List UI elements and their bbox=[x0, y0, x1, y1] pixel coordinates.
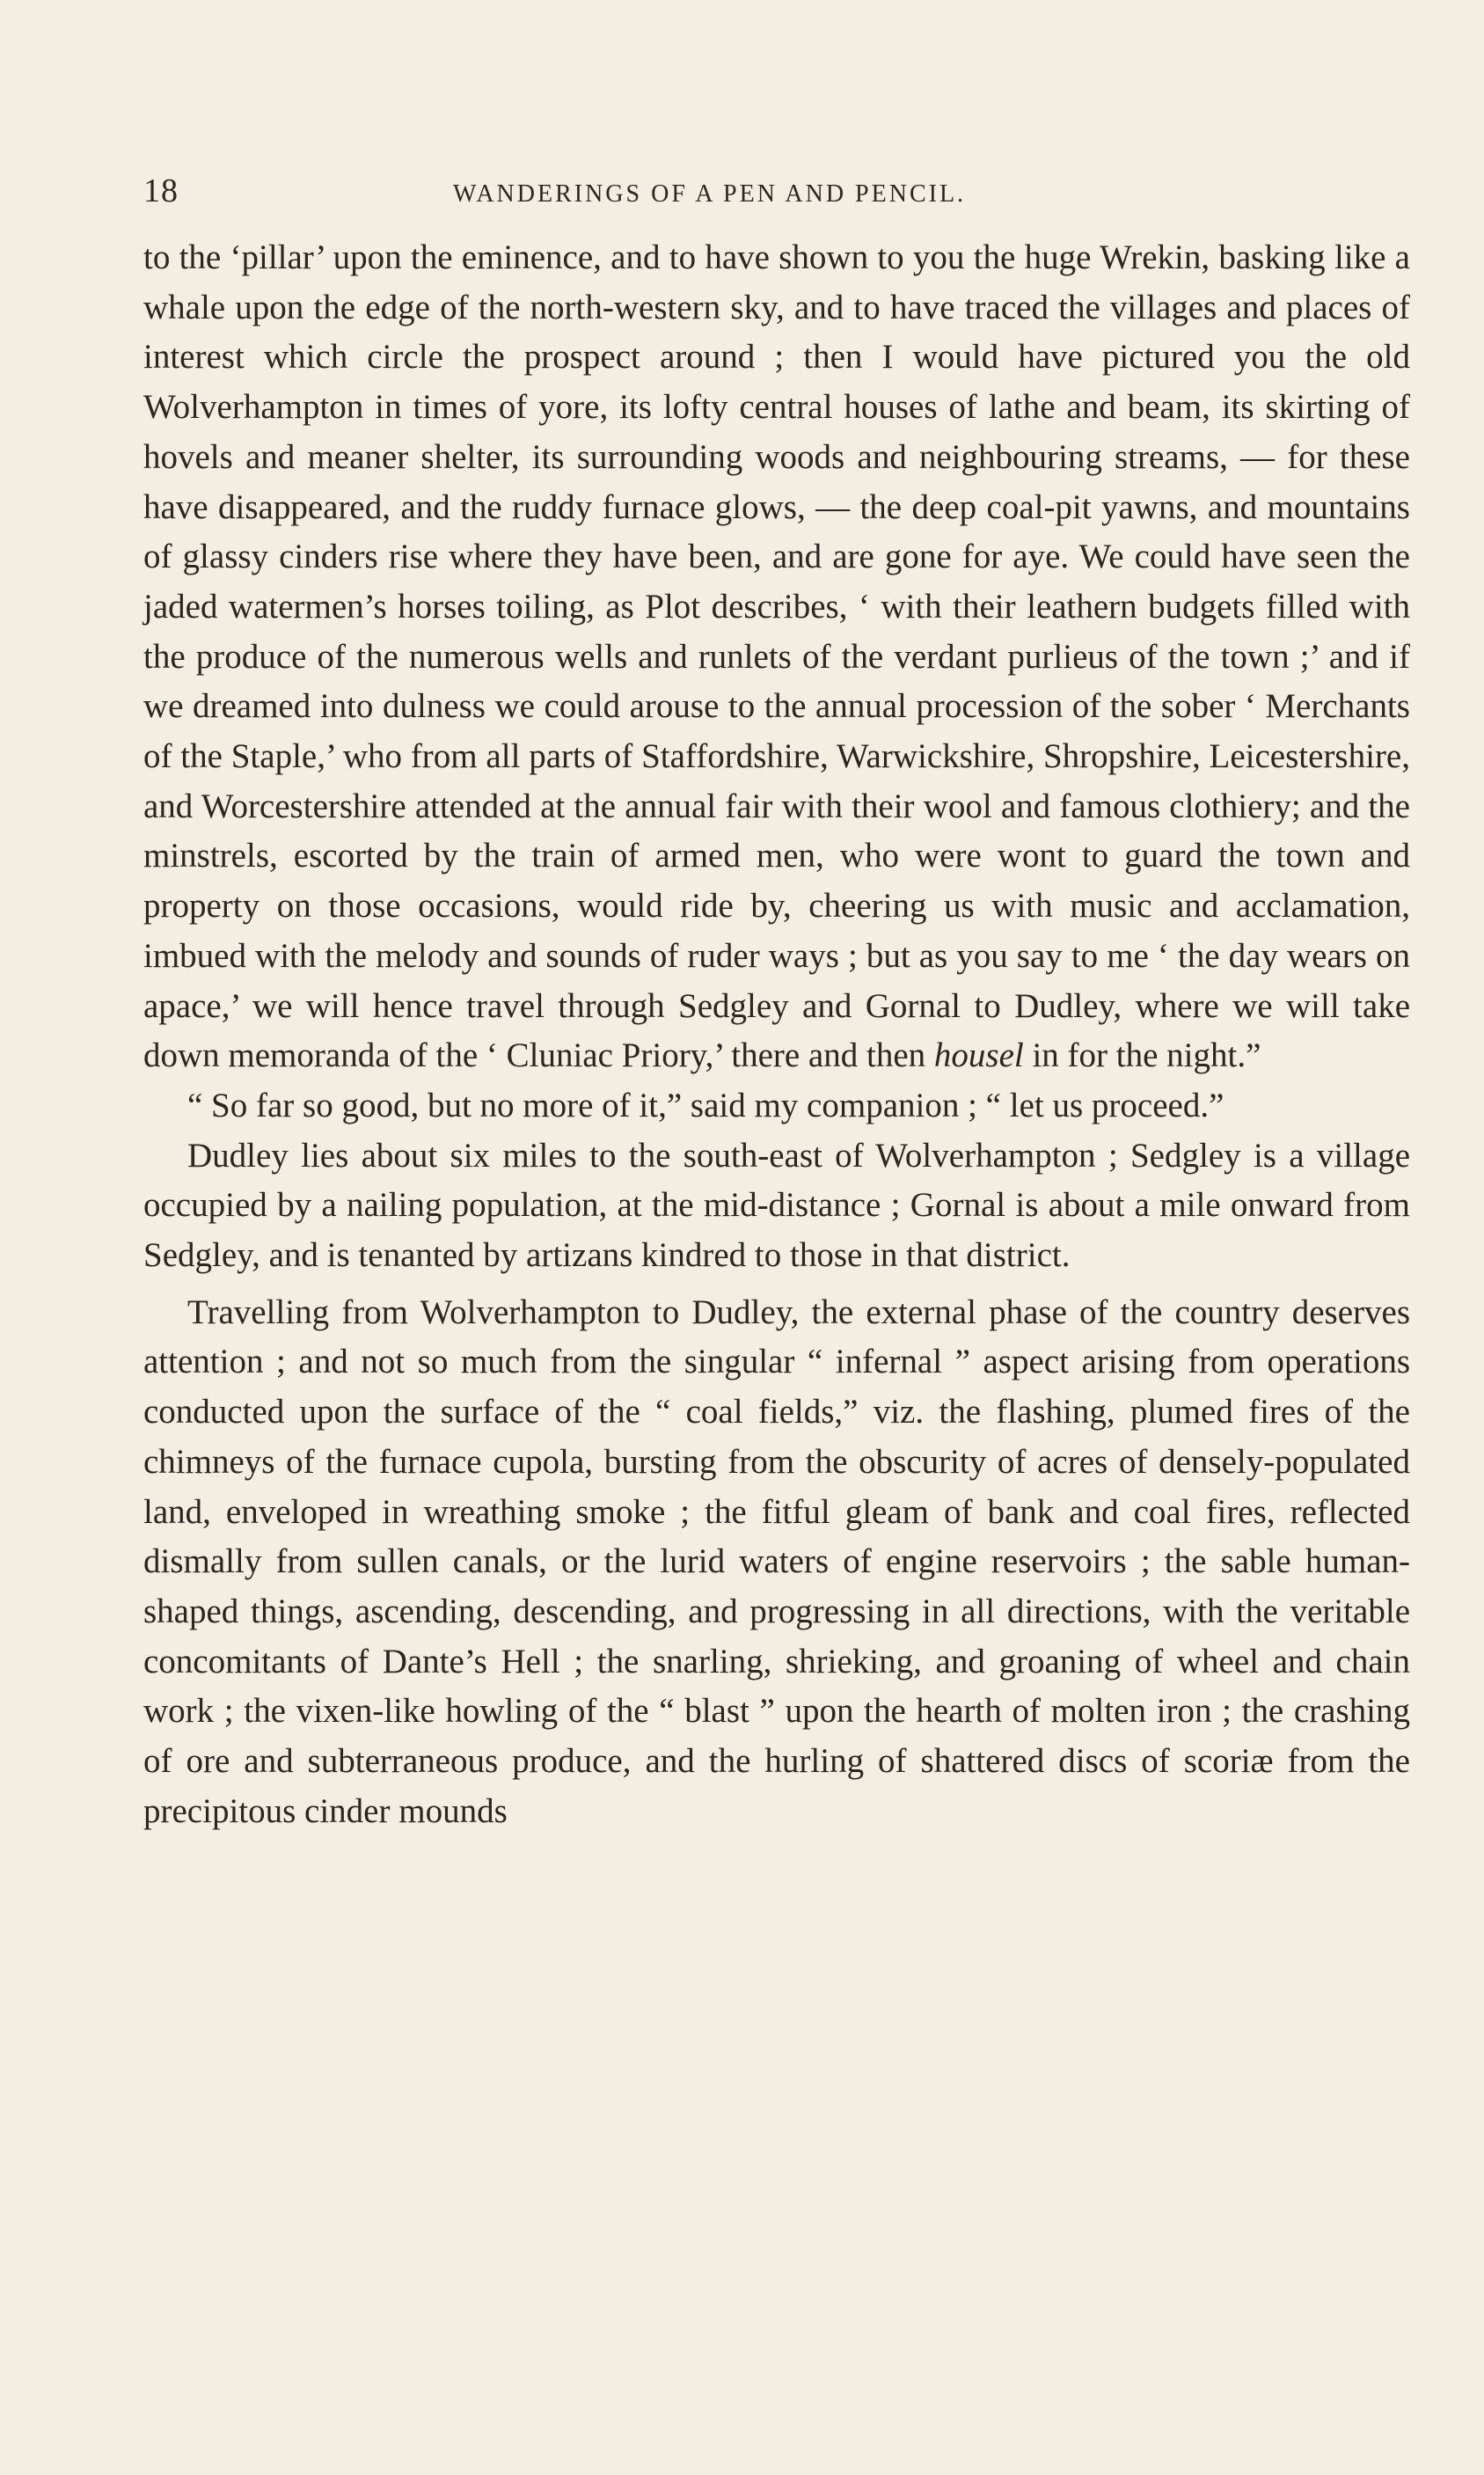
running-head: WANDERINGS OF A PEN AND PENCIL. bbox=[453, 180, 967, 208]
page-header bbox=[143, 172, 1410, 224]
italic-word: housel bbox=[933, 1036, 1024, 1075]
paragraph-travelling: Travelling from Wolverhampton to Dudley, the external phase of the country deserves attention ; and not so much from the singular “ infernal ” aspect arising from operations conducted upon the surface of the “ coal fields,” viz. the flashing, plumed fires of the chimneys of the furnace cupola, bursting from the obscurity of acres of densely-populated land, enveloped in wreathing smoke ; the fitful gleam of bank and coal fires, reflected dismally from sullen canals, or the lurid waters of engine reservoirs ; the sable human-shaped things, ascending, descending, and progressing in all directions, with the veritable concomitants of Dante’s Hell ; the snarling, shrieking, and groaning of wheel and chain work ; the vixen-like howling of the “ blast ” upon the hearth of molten iron ; the crashing of ore and subterraneous produce, and the hurling of shattered discs of scoriæ from the precipitous cinder mounds bbox=[143, 1292, 1410, 1830]
paragraph-dialogue: “ So far so good, but no more of it,” said my companion ; “ let us proceed.” bbox=[187, 1086, 1224, 1124]
paragraph-dudley: Dudley lies about six miles to the south-east of Wolverhampton ; Sedgley is a village occupied by a nailing population, at the mid-distance ; Gornal is about a mile onward from Sedgley, and is tenanted by artizans kindred to those in that district. bbox=[143, 1136, 1410, 1275]
paragraph-continuation bbox=[143, 233, 1410, 1081]
paragraph-text-end: in for the night.” bbox=[1023, 1036, 1261, 1075]
page-number: 18 bbox=[143, 172, 179, 209]
paragraph-text: to the ‘pillar’ upon the eminence, and to have shown to you the huge Wrekin, basking like a whale upon the edge of the north-western sky, and to have traced the villages and places of interest which circle the prospect around ; then I would have pictured you the old Wolverhampton in times of yore, its lofty central houses of lathe and beam, its skirting of hovels and meaner shelter, its surrounding woods and neighbouring streams, — for these have disappeared, and the ruddy furnace glows, — the deep coal-pit yawns, and mountains of glassy cinders rise where they have been, and are gone for aye. We could have seen the jaded watermen’s horses toiling, as Plot describes, ‘ with their leathern budgets filled with the produce of the numerous wells and runlets of the verdant purlieus of the town ;’ and if we dreamed into dulness we could arouse to the annual procession of the sober ‘ Merchants of the Staple,’ who from all parts of Staffordshire, Warwickshire, Shropshire, Leicestershire, and Worcestershire attended at the annual fair with their wool and famous clothiery; and the minstrels, escorted by the train of armed men, who were wont to guard the town and property on those occasions, would ride by, cheering us with music and acclamation, imbued with the melody and sounds of ruder ways ; but as you say to me ‘ the day wears on apace,’ we will hence travel through Sedgley and Gornal to Dudley, where we will take down memoranda of the ‘ Cluniac Priory,’ there and then bbox=[143, 238, 1410, 1075]
body-text bbox=[143, 233, 1410, 1837]
